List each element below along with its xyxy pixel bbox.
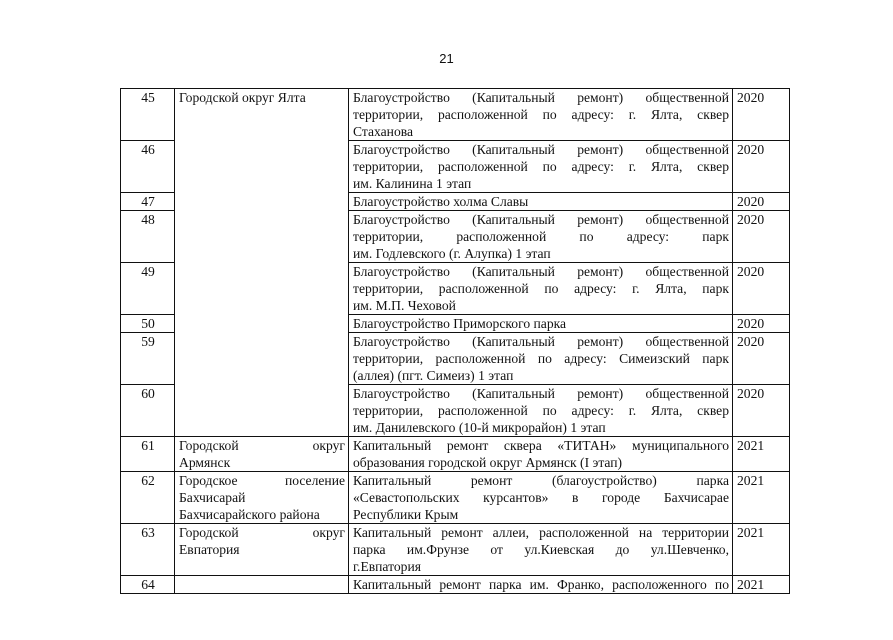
municipality-name: Городской округ Ялта (179, 90, 306, 105)
description-cell (349, 472, 733, 524)
description-line: Стаханова (353, 124, 414, 139)
description-cell (349, 385, 733, 437)
description-cell (349, 263, 733, 315)
row-number: 45 (121, 89, 175, 141)
description-line: им. Годлевского (г. Алупка) 1 этап (353, 246, 551, 261)
description-line: Республики Крым (353, 507, 459, 522)
description-cell (349, 524, 733, 576)
year-cell: 2020 (733, 315, 790, 333)
description-line: территории, расположенной по адресу: г. Ялта, сквер (353, 403, 729, 418)
municipality-line: Бахчисарайского района (179, 507, 320, 522)
year-cell: 2021 (733, 437, 790, 472)
description-line: парка им.Фрунзе от ул.Киевская до ул.Шевченко, (353, 542, 729, 557)
description-cell (349, 576, 733, 594)
municipality-cell (175, 89, 349, 437)
row-number: 62 (121, 472, 175, 524)
year-cell: 2020 (733, 193, 790, 211)
description-line: им. Калинина 1 этап (353, 176, 472, 191)
year-cell: 2020 (733, 211, 790, 263)
row-number: 47 (121, 193, 175, 211)
municipality-cell (175, 472, 349, 524)
year-cell: 2020 (733, 333, 790, 385)
description-line: Благоустройство (Капитальный ремонт) общественной (353, 90, 729, 105)
municipality-line: Евпатория (179, 542, 240, 557)
description-line: им. Данилевского (10-й микрорайон) 1 этап (353, 420, 606, 435)
municipality-cell (175, 437, 349, 472)
row-number: 50 (121, 315, 175, 333)
description-line: Благоустройство (Капитальный ремонт) общественной (353, 264, 729, 279)
description-line: «Севастопольских курсантов» в городе Бахчисарае (353, 490, 729, 505)
row-number: 59 (121, 333, 175, 385)
description-line: Капитальный ремонт парка им. Франко, расположенного по (353, 577, 729, 592)
description-line: территории, расположенной по адресу: г. Ялта, сквер (353, 107, 729, 122)
table-row (121, 576, 790, 594)
description-line: Благоустройство холма Славы (353, 194, 529, 209)
description-cell (349, 211, 733, 263)
description-line: Благоустройство (Капитальный ремонт) общественной (353, 212, 729, 227)
year-cell: 2020 (733, 263, 790, 315)
year-cell: 2020 (733, 385, 790, 437)
municipality-line: Бахчисарай (179, 490, 246, 505)
row-number: 64 (121, 576, 175, 594)
row-number: 63 (121, 524, 175, 576)
page-number: 21 (439, 51, 454, 66)
municipality-line: Городское поселение (179, 473, 345, 488)
row-number: 60 (121, 385, 175, 437)
description-line: г.Евпатория (353, 559, 422, 574)
table-row (121, 524, 790, 576)
description-line: территории, расположенной по адресу: парк (353, 229, 729, 244)
description-cell (349, 141, 733, 193)
description-cell (349, 333, 733, 385)
municipality-line: Городской округ (179, 438, 345, 453)
row-number: 61 (121, 437, 175, 472)
description-line: территории, расположенной по адресу: Симеизский парк (353, 351, 729, 366)
description-line: образования городской округ Армянск (I этап) (353, 455, 623, 470)
description-cell (349, 437, 733, 472)
description-line: Благоустройство (Капитальный ремонт) общественной (353, 334, 729, 349)
description-line: Капитальный ремонт (благоустройство) парка (353, 473, 729, 488)
year-cell: 2020 (733, 141, 790, 193)
municipality-line: Армянск (179, 455, 231, 470)
table-row (121, 437, 790, 472)
description-line: Благоустройство (Капитальный ремонт) общественной (353, 142, 729, 157)
row-number: 49 (121, 263, 175, 315)
description-line: им. М.П. Чеховой (353, 298, 456, 313)
description-line: Благоустройство (Капитальный ремонт) общественной (353, 386, 729, 401)
municipality-line: Городской округ (179, 525, 345, 540)
description-line: Капитальный ремонт аллеи, расположенной на территории (353, 525, 729, 540)
year-cell: 2021 (733, 524, 790, 576)
table-row (121, 472, 790, 524)
description-line: территории, расположенной по адресу: г. Ялта, сквер (353, 159, 729, 174)
description-line: территории, расположенной по адресу: г. Ялта, парк (353, 281, 729, 296)
description-line: Капитальный ремонт сквера «ТИТАН» муниципального (353, 438, 729, 453)
description-line: (аллея) (пгт. Симеиз) 1 этап (353, 368, 514, 383)
table-row (121, 89, 790, 141)
registry-table (120, 88, 790, 594)
description-line: Благоустройство Приморского парка (353, 316, 567, 331)
municipality-cell (175, 576, 349, 594)
year-cell: 2021 (733, 576, 790, 594)
description-cell (349, 89, 733, 141)
row-number: 48 (121, 211, 175, 263)
description-cell (349, 315, 733, 333)
year-cell: 2021 (733, 472, 790, 524)
year-cell: 2020 (733, 89, 790, 141)
description-cell (349, 193, 733, 211)
row-number: 46 (121, 141, 175, 193)
municipality-cell (175, 524, 349, 576)
